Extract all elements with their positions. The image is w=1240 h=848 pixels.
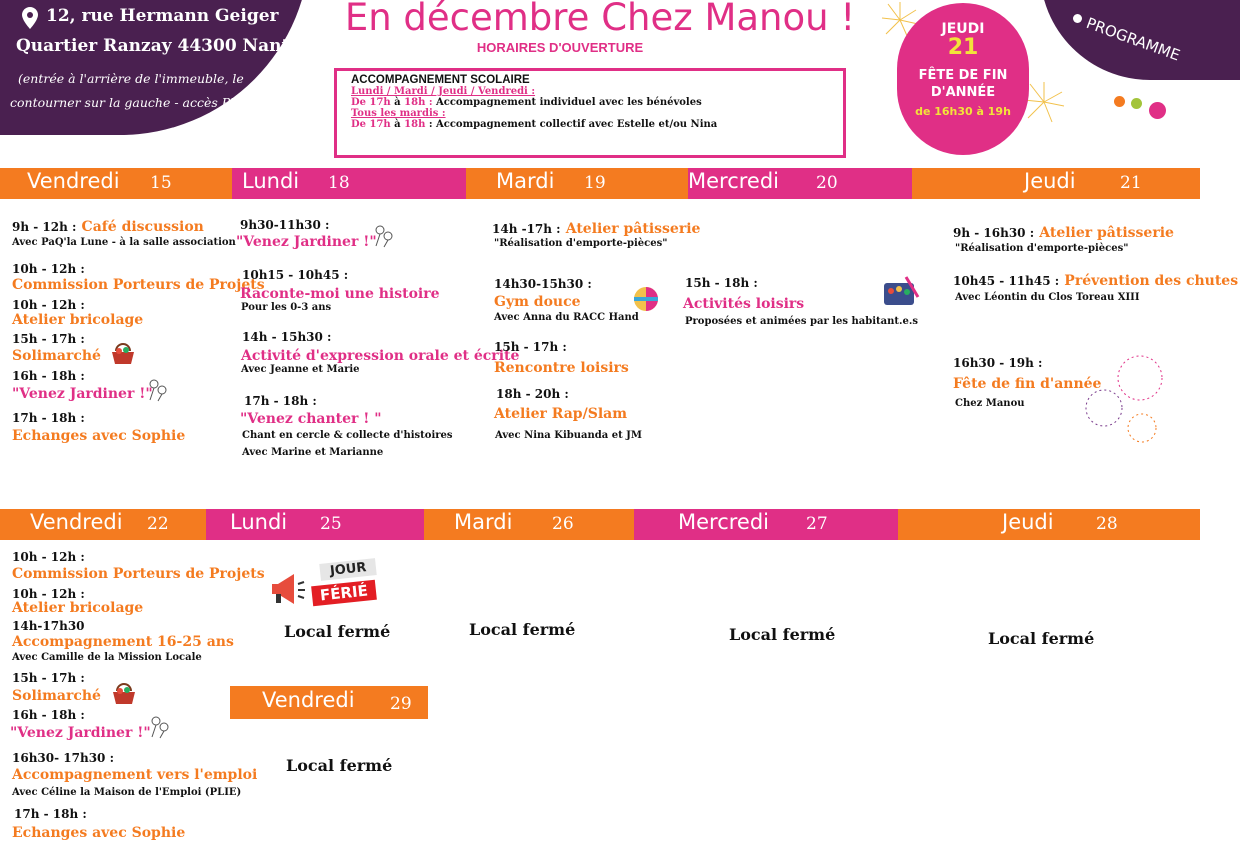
event-fri15-5-name: "Venez Jardiner !" bbox=[12, 386, 153, 402]
dot-orange-icon bbox=[1114, 96, 1125, 107]
address-note-1: (entrée à l'arrière de l'immeuble, le bbox=[18, 71, 244, 86]
event-fri22-4-name: Solimarché bbox=[12, 688, 101, 704]
flower-icon-2 bbox=[370, 222, 398, 252]
event-fri15-3-name: Atelier bricolage bbox=[12, 312, 144, 328]
address-street: 12, rue Hermann Geiger bbox=[46, 6, 279, 26]
closed-mon-25: Local fermé bbox=[284, 622, 391, 641]
event-fri15-6-name: Echanges avec Sophie bbox=[12, 428, 186, 444]
day-header-tue-26: Mardi 26 bbox=[424, 509, 634, 540]
programme-label: PROGRAMME bbox=[1083, 14, 1183, 65]
day-header-tue-19: Mardi 19 bbox=[466, 168, 688, 199]
event-tue19-2-desc: Avec Anna du RACC Hand bbox=[494, 312, 639, 323]
event-fri22-1-name: Commission Porteurs de Projets bbox=[12, 566, 265, 582]
event-mon18-2-name: Raconte-moi une histoire bbox=[240, 286, 440, 302]
bullet-icon bbox=[1073, 14, 1082, 23]
event-tue19-1-desc: "Réalisation d'emporte-pièces" bbox=[494, 238, 668, 249]
event-fri22-6-desc: Avec Céline la Maison de l'Emploi (PLIE) bbox=[12, 787, 242, 798]
dot-pink-icon bbox=[1149, 102, 1166, 119]
event-tue19-2-name: Gym douce bbox=[494, 294, 581, 310]
event-fri22-3-desc: Avec Camille de la Mission Locale bbox=[12, 652, 202, 663]
day-header-wed-20: Mercredi 20 bbox=[688, 168, 912, 199]
event-tue19-3-name: Rencontre loisirs bbox=[494, 360, 629, 376]
ball-icon bbox=[633, 286, 659, 316]
event-fri22-6-name: Accompagnement vers l'emploi bbox=[12, 767, 258, 783]
basket-icon bbox=[110, 342, 136, 370]
closed-fri-29: Local fermé bbox=[286, 756, 393, 775]
paint-palette-icon bbox=[882, 275, 920, 313]
event-tue19-1: 14h -17h : Atelier pâtisserie bbox=[492, 221, 701, 237]
fireworks-icon-3 bbox=[1082, 352, 1168, 448]
event-mon18-3-name: Activité d'expression orale et écrite bbox=[241, 348, 520, 364]
event-fri22-7-time: 17h - 18h : bbox=[14, 807, 87, 821]
day-header-thu-21: Jeudi 21 bbox=[912, 168, 1200, 199]
day-header-fri-22: Vendredi 22 bbox=[0, 509, 206, 540]
badge-label-2: D'ANNÉE bbox=[930, 85, 996, 100]
event-thu21-2: 10h45 - 11h45 : Prévention des chutes bbox=[953, 273, 1239, 289]
event-thu21-1: 9h - 16h30 : Atelier pâtisserie bbox=[953, 225, 1174, 241]
event-fri22-2-name: Atelier bricolage bbox=[12, 600, 144, 616]
day-header-fri-29: Vendredi 29 bbox=[230, 686, 428, 719]
closed-thu-28: Local fermé bbox=[988, 629, 1095, 648]
event-thu21-1-desc: "Réalisation d'emporte-pièces" bbox=[955, 243, 1129, 254]
badge-hours: de 16h30 à 19h bbox=[915, 105, 1011, 118]
dot-green-icon bbox=[1131, 98, 1142, 109]
event-mon18-4-name: "Venez chanter ! " bbox=[240, 411, 382, 427]
event-mon18-4-desc1: Chant en cercle & collecte d'histoires bbox=[242, 430, 453, 441]
event-fri15-5-time: 16h - 18h : bbox=[12, 369, 85, 383]
event-fri15-6-time: 17h - 18h : bbox=[12, 411, 85, 425]
event-wed20-1-name: Activités loisirs bbox=[683, 296, 805, 312]
event-wed20-1-desc: Proposées et animées par les habitant.e.s bbox=[685, 316, 918, 327]
flower-icon bbox=[144, 376, 172, 406]
hours-title: HORAIRES D'OUVERTURE bbox=[476, 40, 644, 55]
event-thu21-2-desc: Avec Léontin du Clos Toreau XIII bbox=[955, 292, 1140, 303]
hours-days-1: Lundi / Mardi / Jeudi / Vendredi : bbox=[351, 86, 536, 97]
event-tue19-3-time: 15h - 17h : bbox=[494, 340, 567, 354]
day-header-fri-15: Vendredi 15 bbox=[0, 168, 232, 199]
event-tue19-4-desc: Avec Nina Kibuanda et JM bbox=[495, 430, 642, 441]
basket-icon-2 bbox=[111, 682, 137, 710]
event-fri22-2-time: 10h - 12h : bbox=[12, 587, 85, 601]
event-mon18-1-name: "Venez Jardiner !" bbox=[236, 234, 377, 250]
event-mon18-2-desc: Pour les 0-3 ans bbox=[241, 302, 332, 313]
event-fri15-1-desc: Avec PaQ'la Lune - à la salle association bbox=[12, 237, 236, 248]
day-header-mon-18: Lundi 18 bbox=[232, 168, 466, 199]
event-fri22-3-time: 14h-17h30 bbox=[12, 619, 85, 633]
event-fri22-5-time: 16h - 18h : bbox=[12, 708, 85, 722]
event-fri15-4-name: Solimarché bbox=[12, 348, 101, 364]
hours-days-2: Tous les mardis : bbox=[351, 108, 446, 119]
event-wed20-1-time: 15h - 18h : bbox=[685, 276, 758, 290]
address-note-2: contourner sur la gauche - accès PMR) bbox=[10, 95, 258, 110]
event-fri22-3-name: Accompagnement 16-25 ans bbox=[12, 634, 234, 650]
party-badge bbox=[897, 3, 1029, 155]
event-mon18-3-desc: Avec Jeanne et Marie bbox=[241, 364, 360, 375]
day-header-thu-28: Jeudi 28 bbox=[898, 509, 1200, 540]
event-mon18-4-time: 17h - 18h : bbox=[244, 394, 317, 408]
event-tue19-2-time: 14h30-15h30 : bbox=[494, 277, 592, 291]
event-fri22-5-name: "Venez Jardiner !" bbox=[10, 725, 151, 741]
event-mon18-3-time: 14h - 15h30 : bbox=[242, 330, 332, 344]
badge-date: 21 bbox=[947, 35, 979, 60]
event-thu21-3-name: Fête de fin d'année bbox=[953, 376, 1102, 392]
badge-day: JEUDI bbox=[941, 21, 985, 37]
address-city: Quartier Ranzay 44300 Nantes bbox=[16, 36, 310, 56]
holiday-label-1: JOUR bbox=[319, 558, 377, 581]
day-header-mon-25: Lundi 25 bbox=[206, 509, 424, 540]
megaphone-icon bbox=[268, 572, 306, 610]
hours-heading: ACCOMPAGNEMENT SCOLAIRE bbox=[351, 74, 530, 86]
page-title: En décembre Chez Manou ! bbox=[344, 0, 856, 39]
flower-icon-3 bbox=[146, 713, 174, 743]
event-fri22-1-time: 10h - 12h : bbox=[12, 550, 85, 564]
wheelchair-icon bbox=[257, 94, 273, 116]
event-mon18-4-desc2: Avec Marine et Marianne bbox=[242, 447, 384, 458]
event-fri15-2-name: Commission Porteurs de Projets bbox=[12, 277, 265, 293]
event-thu21-3-desc: Chez Manou bbox=[955, 398, 1025, 409]
closed-tue-26: Local fermé bbox=[469, 620, 576, 639]
event-fri15-3-time: 10h - 12h : bbox=[12, 298, 85, 312]
event-fri22-7-name: Echanges avec Sophie bbox=[12, 825, 186, 841]
badge-label-1: FÊTE DE FIN bbox=[918, 68, 1008, 83]
event-tue19-4-name: Atelier Rap/Slam bbox=[494, 406, 628, 422]
holiday-label-2: FÉRIÉ bbox=[311, 580, 377, 607]
location-pin-icon bbox=[22, 7, 38, 33]
event-tue19-4-time: 18h - 20h : bbox=[496, 387, 569, 401]
hours-box bbox=[334, 68, 846, 158]
event-mon18-2-time: 10h15 - 10h45 : bbox=[242, 268, 349, 282]
closed-wed-27: Local fermé bbox=[729, 625, 836, 644]
event-fri15-4-time: 15h - 17h : bbox=[12, 332, 85, 346]
event-fri22-4-time: 15h - 17h : bbox=[12, 671, 85, 685]
event-fri15-2-time: 10h - 12h : bbox=[12, 262, 85, 276]
hours-line-1: De 17h à 18h : Accompagnement individuel avec les bénévoles bbox=[351, 97, 702, 108]
event-fri22-6-time: 16h30- 17h30 : bbox=[12, 751, 115, 765]
event-mon18-1-time: 9h30-11h30 : bbox=[240, 218, 330, 232]
event-thu21-3-time: 16h30 - 19h : bbox=[953, 356, 1043, 370]
hours-line-2: De 17h à 18h : Accompagnement collectif avec Estelle et/ou Nina bbox=[351, 119, 718, 130]
event-fri15-1: 9h - 12h : Café discussion bbox=[12, 219, 204, 235]
day-header-wed-27: Mercredi 27 bbox=[634, 509, 898, 540]
